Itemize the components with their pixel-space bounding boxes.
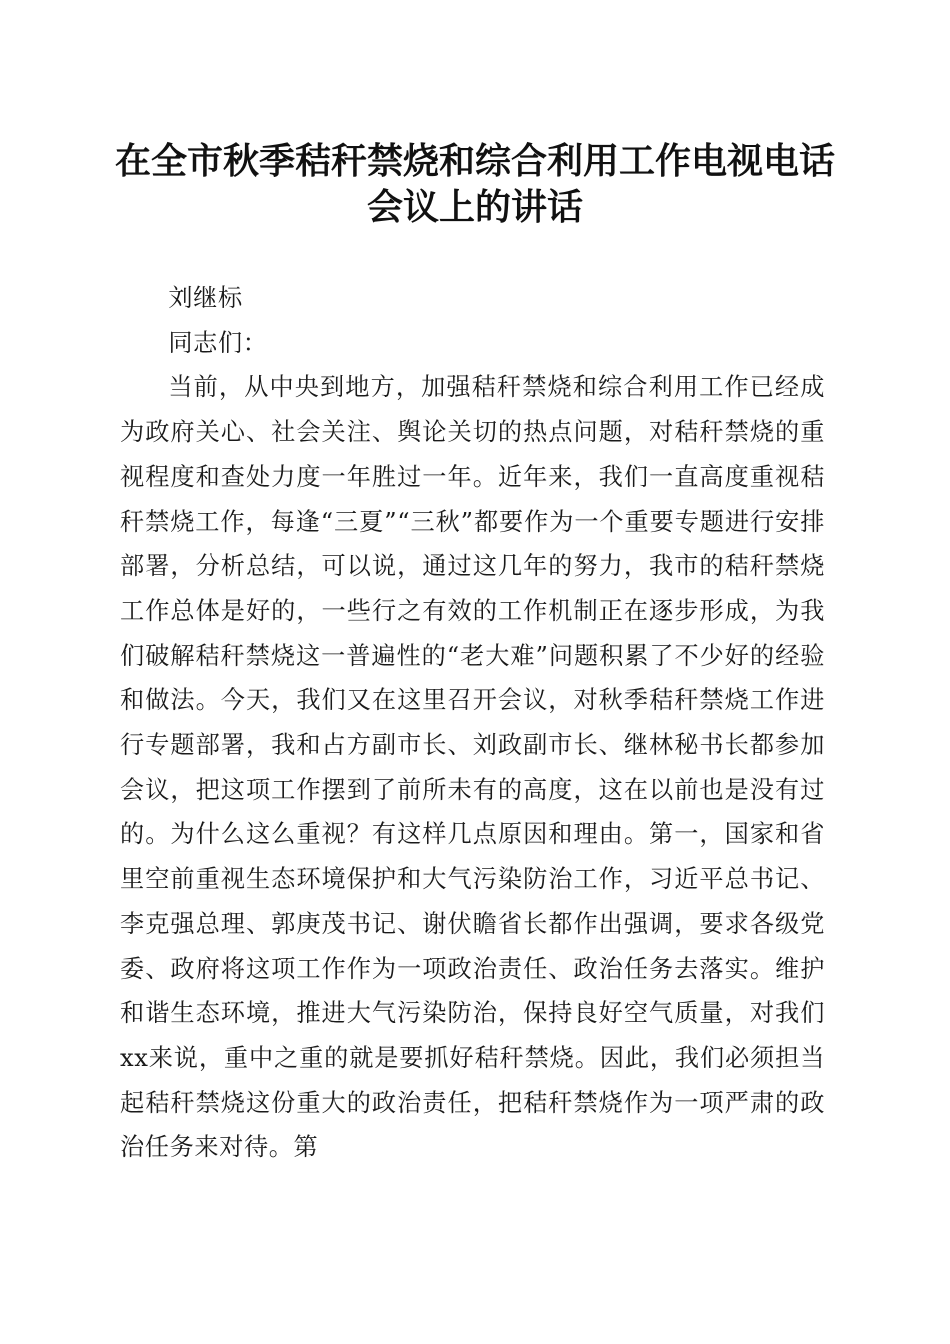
salutation: 同志们：: [168, 328, 268, 357]
author-name: 刘继标: [168, 284, 243, 312]
title-line-1: 在全市秋季秸秆禁烧和综合利用工作电视电话: [114, 140, 835, 182]
document-body: [120, 276, 825, 1170]
body-paragraph: 当前，从中央到地方，加强秸秆禁烧和综合利用工作已经成为政府关心、社会关注、舆论关切的热点问题，对秸秆禁烧的重视程度和查处力度一年胜过一年。近年来，我们一直高度重视秸秆禁烧工作，每逢“三夏”“三秋”都要作为一个重要专题进行安排部署，分析总结，可以说，通过这几年的努力，我市的秸秆禁烧工作总体是好的，一些行之有效的工作机制正在逐步形成，为我们破解秸秆禁烧这一普遍性的“老大难”问题积累了不少好的经验和做法。今天，我们又在这里召开会议，对秋季秸秆禁烧工作进行专题部署，我和占方副市长、刘政副市长、继林秘书长都参加会议，把这项工作摆到了前所未有的高度，这在以前也是没有过的。为什么这么重视？有这样几点原因和理由。第一，国家和省里空前重视生态环境保护和大气污染防治工作，习近平总书记、李克强总理、郭庚茂书记、谢伏瞻省长都作出强调，要求各级党委、政府将这项工作作为一项政治责任、政治任务去落实。维护和谐生态环境，推进大气污染防治，保持良好空气质量，对我们xx来说，重中之重的就是要抓好秸秆禁烧。因此，我们必须担当起秸秆禁烧这份重大的政治责任，把秸秆禁烧作为一项严肃的政治任务来对待。第: [120, 373, 825, 1162]
document-title: [110, 138, 840, 230]
title-line-2: 会议上的讲话: [366, 186, 583, 228]
